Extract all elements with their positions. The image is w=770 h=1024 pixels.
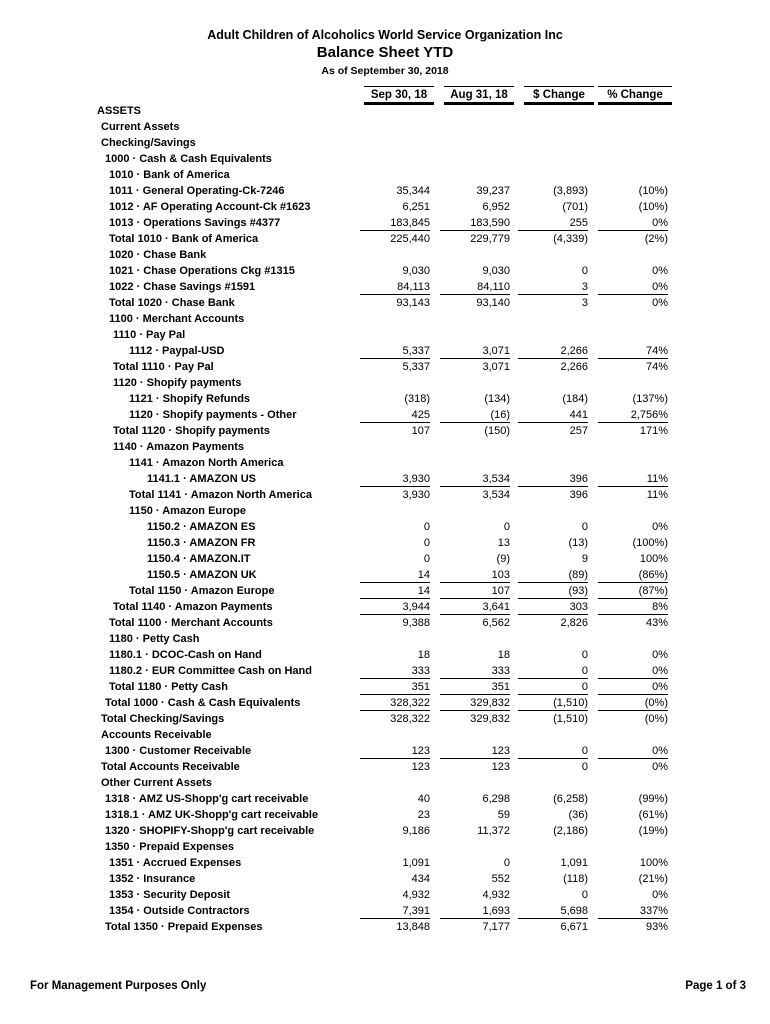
row-label: Total 1010 · Bank of America	[109, 233, 259, 245]
table-row	[0, 391, 770, 407]
table-row	[0, 407, 770, 423]
table-row	[0, 887, 770, 903]
value-percent-change: 74%	[598, 344, 668, 359]
value-aug31: 39,237	[476, 185, 510, 197]
value-dollar-change: 0	[581, 889, 588, 901]
row-label: 1010 · Bank of America	[109, 169, 230, 181]
column-header-sep30: Sep 30, 18	[364, 88, 434, 104]
column-header-dollar-change: $ Change	[524, 88, 594, 104]
section-heading-row	[0, 775, 770, 791]
table-row	[0, 599, 770, 615]
row-label: Total 1110 · Pay Pal	[113, 361, 214, 373]
value-aug31: 4,932	[482, 889, 510, 901]
value-percent-change: 43%	[645, 617, 668, 629]
value-percent-change: (137%)	[632, 393, 668, 405]
value-aug31: 329,832	[470, 713, 510, 725]
row-label: Checking/Savings	[101, 137, 196, 149]
value-dollar-change: (6,258)	[553, 793, 588, 805]
value-percent-change: (61%)	[638, 809, 668, 821]
value-dollar-change: 0	[518, 664, 588, 679]
value-aug31: 552	[491, 873, 510, 885]
row-label: Current Assets	[101, 121, 180, 133]
value-aug31: 1,693	[440, 904, 510, 919]
value-sep30: 13,848	[396, 921, 430, 933]
value-percent-change: 0%	[652, 297, 668, 309]
row-label: 1100 · Merchant Accounts	[109, 313, 245, 325]
value-aug31: 6,952	[482, 201, 510, 213]
row-label: Accounts Receivable	[101, 729, 212, 741]
table-row	[0, 919, 770, 935]
value-dollar-change: 0	[581, 521, 588, 533]
value-percent-change: 0%	[652, 761, 668, 773]
section-heading-row	[0, 247, 770, 263]
table-row	[0, 343, 770, 359]
value-sep30: 107	[411, 425, 430, 437]
section-heading-row	[0, 375, 770, 391]
table-row	[0, 823, 770, 839]
row-label: 1150.2 · AMAZON ES	[147, 521, 256, 533]
value-percent-change: 0%	[652, 265, 668, 277]
value-percent-change: (87%)	[598, 584, 668, 599]
row-label: Total 1140 · Amazon Payments	[113, 601, 273, 613]
table-row	[0, 807, 770, 823]
value-sep30: 4,932	[402, 889, 430, 901]
value-percent-change: (86%)	[598, 568, 668, 583]
value-dollar-change: 3	[518, 280, 588, 295]
value-sep30: 0	[423, 537, 430, 549]
table-row	[0, 263, 770, 279]
section-heading-row	[0, 151, 770, 167]
value-sep30: 84,113	[360, 280, 430, 295]
value-aug31: 333	[440, 664, 510, 679]
row-label: 1350 · Prepaid Expenses	[105, 841, 235, 853]
row-label: Total 1141 · Amazon North America	[129, 489, 312, 501]
section-heading-row	[0, 311, 770, 327]
row-label: 1300 · Customer Receivable	[105, 745, 252, 757]
value-aug31: 103	[440, 568, 510, 583]
row-label: 1351 · Accrued Expenses	[109, 857, 242, 869]
value-dollar-change: (89)	[518, 568, 588, 583]
value-sep30: 35,344	[396, 185, 430, 197]
value-aug31: 13	[497, 537, 510, 549]
table-row	[0, 295, 770, 311]
value-aug31: 6,298	[482, 793, 510, 805]
value-percent-change: (2%)	[644, 233, 668, 245]
row-label: 1354 · Outside Contractors	[109, 905, 250, 917]
row-label: 1318.1 · AMZ UK-Shopp'g cart receivable	[105, 809, 319, 821]
table-row	[0, 695, 770, 711]
value-sep30: 9,186	[402, 825, 430, 837]
row-label: 1021 · Chase Operations Ckg #1315	[109, 265, 295, 277]
value-sep30: 123	[411, 761, 430, 773]
value-sep30: 333	[360, 664, 430, 679]
value-sep30: 123	[360, 744, 430, 759]
value-dollar-change: (701)	[562, 201, 588, 213]
section-heading-row	[0, 167, 770, 183]
page-number: Page 1 of 3	[685, 980, 746, 992]
value-dollar-change: 1,091	[560, 857, 588, 869]
value-sep30: 9,388	[402, 617, 430, 629]
row-label: Total 1120 · Shopify payments	[113, 425, 270, 437]
row-label: 1012 · AF Operating Account-Ck #1623	[109, 201, 311, 213]
value-dollar-change: 5,698	[518, 904, 588, 919]
section-heading-row	[0, 119, 770, 135]
value-aug31: 3,641	[440, 600, 510, 615]
section-heading-row	[0, 439, 770, 455]
row-label: Total Checking/Savings	[101, 713, 225, 725]
table-row	[0, 583, 770, 599]
value-dollar-change: 396	[569, 489, 588, 501]
value-aug31: 18	[497, 649, 510, 661]
value-percent-change: (0%)	[598, 696, 668, 711]
table-row	[0, 615, 770, 631]
value-percent-change: 0%	[598, 280, 668, 295]
row-label: 1120 · Shopify payments - Other	[129, 409, 297, 421]
organization-name: Adult Children of Alcoholics World Service Organization Inc	[207, 28, 563, 42]
row-label: Total 1100 · Merchant Accounts	[109, 617, 273, 629]
value-percent-change: 0%	[598, 744, 668, 759]
row-label: 1140 · Amazon Payments	[113, 441, 245, 453]
row-label: 1353 · Security Deposit	[109, 889, 231, 901]
row-label: Total 1020 · Chase Bank	[109, 297, 235, 309]
row-label: 1352 · Insurance	[109, 873, 196, 885]
row-label: 1110 · Pay Pal	[113, 329, 186, 341]
table-row	[0, 535, 770, 551]
value-dollar-change: 0	[581, 649, 588, 661]
value-aug31: 3,534	[440, 472, 510, 487]
value-dollar-change: (4,339)	[553, 233, 588, 245]
table-row	[0, 791, 770, 807]
value-aug31: 3,071	[440, 344, 510, 359]
value-percent-change: 0%	[598, 216, 668, 231]
row-label: 1320 · SHOPIFY-Shopp'g cart receivable	[105, 825, 315, 837]
value-aug31: 329,832	[440, 696, 510, 711]
value-sep30: 9,030	[402, 265, 430, 277]
value-sep30: 7,391	[360, 904, 430, 919]
value-aug31: 183,590	[440, 216, 510, 231]
value-percent-change: 0%	[652, 889, 668, 901]
value-sep30: 14	[360, 568, 430, 583]
row-label: Total Accounts Receivable	[101, 761, 240, 773]
value-aug31: (16)	[440, 408, 510, 423]
value-aug31: 229,779	[470, 233, 510, 245]
value-sep30: 328,322	[390, 713, 430, 725]
column-header-aug31: Aug 31, 18	[444, 88, 514, 104]
value-aug31: 3,534	[482, 489, 510, 501]
value-aug31: 107	[440, 584, 510, 599]
value-percent-change: 0%	[652, 649, 668, 661]
section-heading-row	[0, 103, 770, 119]
value-percent-change: 0%	[652, 521, 668, 533]
value-dollar-change: 441	[518, 408, 588, 423]
table-row	[0, 663, 770, 679]
value-aug31: 0	[503, 857, 510, 869]
row-label: 1150.4 · AMAZON.IT	[147, 553, 251, 565]
value-sep30: 351	[360, 680, 430, 695]
row-label: 1318 · AMZ US-Shopp'g cart receivable	[105, 793, 309, 805]
row-label: Total 1000 · Cash & Cash Equivalents	[105, 697, 301, 709]
value-percent-change: 74%	[645, 361, 668, 373]
value-dollar-change: (93)	[518, 584, 588, 599]
value-sep30: 434	[411, 873, 430, 885]
value-dollar-change: 0	[581, 761, 588, 773]
report-date: As of September 30, 2018	[321, 65, 449, 77]
table-row	[0, 679, 770, 695]
row-label: 1180.1 · DCOC-Cash on Hand	[109, 649, 262, 661]
value-sep30: 5,337	[360, 344, 430, 359]
value-dollar-change: (13)	[568, 537, 588, 549]
value-sep30: 1,091	[402, 857, 430, 869]
value-dollar-change: (36)	[568, 809, 588, 821]
value-aug31: 84,110	[440, 280, 510, 295]
value-sep30: 23	[417, 809, 430, 821]
value-percent-change: 100%	[639, 857, 668, 869]
table-row	[0, 231, 770, 247]
table-row	[0, 359, 770, 375]
table-row	[0, 487, 770, 503]
value-aug31: 6,562	[482, 617, 510, 629]
balance-sheet-table	[0, 103, 770, 935]
row-label: Total 1150 · Amazon Europe	[129, 585, 275, 597]
value-sep30: 6,251	[402, 201, 430, 213]
value-dollar-change: 0	[518, 744, 588, 759]
section-heading-row	[0, 135, 770, 151]
value-sep30: 3,944	[360, 600, 430, 615]
value-percent-change: 2,756%	[598, 408, 668, 423]
row-label: 1020 · Chase Bank	[109, 249, 207, 261]
value-percent-change: (10%)	[638, 185, 668, 197]
row-label: 1000 · Cash & Cash Equivalents	[105, 153, 272, 165]
section-heading-row	[0, 839, 770, 855]
row-label: 1150.5 · AMAZON UK	[147, 569, 257, 581]
row-label: 1150 · Amazon Europe	[129, 505, 246, 517]
table-row	[0, 855, 770, 871]
value-sep30: 225,440	[390, 233, 430, 245]
value-dollar-change: (1,510)	[518, 696, 588, 711]
row-label: 1180.2 · EUR Committee Cash on Hand	[109, 665, 312, 677]
row-label: 1141 · Amazon North America	[129, 457, 284, 469]
value-dollar-change: 255	[518, 216, 588, 231]
section-heading-row	[0, 455, 770, 471]
value-percent-change: (100%)	[632, 537, 668, 549]
value-dollar-change: (118)	[563, 873, 588, 885]
row-label: 1112 · Paypal-USD	[129, 345, 225, 357]
row-label: 1180 · Petty Cash	[109, 633, 200, 645]
value-aug31: (9)	[496, 553, 510, 565]
value-percent-change: 93%	[645, 921, 668, 933]
value-aug31: 3,071	[482, 361, 510, 373]
value-dollar-change: 2,266	[560, 361, 588, 373]
value-sep30: 18	[417, 649, 430, 661]
table-row	[0, 551, 770, 567]
row-label: 1120 · Shopify payments	[113, 377, 242, 389]
value-dollar-change: 0	[581, 265, 588, 277]
value-dollar-change: (2,186)	[553, 825, 588, 837]
value-dollar-change: 2,266	[518, 344, 588, 359]
value-dollar-change: 2,826	[560, 617, 588, 629]
value-dollar-change: 396	[518, 472, 588, 487]
report-title: Balance Sheet YTD	[316, 44, 454, 61]
value-sep30: 93,143	[396, 297, 430, 309]
row-label: 1013 · Operations Savings #4377	[109, 217, 281, 229]
value-percent-change: (10%)	[638, 201, 668, 213]
value-sep30: 3,930	[402, 489, 430, 501]
table-row	[0, 711, 770, 727]
value-sep30: 14	[360, 584, 430, 599]
value-sep30: 5,337	[402, 361, 430, 373]
value-sep30: 40	[417, 793, 430, 805]
section-heading-row	[0, 503, 770, 519]
row-label: 1150.3 · AMAZON FR	[147, 537, 256, 549]
value-sep30: 0	[423, 553, 430, 565]
value-sep30: 183,845	[360, 216, 430, 231]
value-dollar-change: 6,671	[560, 921, 588, 933]
value-sep30: 0	[423, 521, 430, 533]
value-dollar-change: (3,893)	[553, 185, 588, 197]
section-heading-row	[0, 727, 770, 743]
value-percent-change: (21%)	[638, 873, 668, 885]
value-sep30: (318)	[404, 393, 430, 405]
table-row	[0, 903, 770, 919]
row-label: ASSETS	[97, 105, 142, 117]
table-row	[0, 183, 770, 199]
value-aug31: (150)	[484, 425, 510, 437]
column-header-percent-change: % Change	[598, 88, 672, 104]
value-percent-change: 337%	[598, 904, 668, 919]
footer-note: For Management Purposes Only	[30, 980, 207, 992]
table-row	[0, 215, 770, 231]
row-label: Total 1350 · Prepaid Expenses	[105, 921, 263, 933]
table-row	[0, 471, 770, 487]
table-row	[0, 519, 770, 535]
row-label: 1011 · General Operating-Ck-7246	[109, 185, 285, 197]
value-percent-change: 8%	[598, 600, 668, 615]
row-label: 1121 · Shopify Refunds	[129, 393, 251, 405]
value-sep30: 425	[360, 408, 430, 423]
table-row	[0, 647, 770, 663]
value-percent-change: (0%)	[644, 713, 668, 725]
section-heading-row	[0, 327, 770, 343]
value-dollar-change: 257	[569, 425, 588, 437]
value-percent-change: (19%)	[638, 825, 668, 837]
value-aug31: 123	[440, 744, 510, 759]
value-dollar-change: (1,510)	[553, 713, 588, 725]
table-row	[0, 423, 770, 439]
value-dollar-change: 9	[581, 553, 588, 565]
table-row	[0, 759, 770, 775]
value-aug31: 123	[491, 761, 510, 773]
value-aug31: 351	[440, 680, 510, 695]
table-row	[0, 199, 770, 215]
value-dollar-change: 3	[581, 297, 588, 309]
value-aug31: 59	[497, 809, 510, 821]
value-aug31: (134)	[484, 393, 510, 405]
table-row	[0, 871, 770, 887]
row-label: Other Current Assets	[101, 777, 212, 789]
table-row	[0, 279, 770, 295]
row-label: 1141.1 · AMAZON US	[147, 473, 257, 485]
value-aug31: 93,140	[476, 297, 510, 309]
table-row	[0, 743, 770, 759]
value-dollar-change: (184)	[562, 393, 588, 405]
value-percent-change: 100%	[639, 553, 668, 565]
value-sep30: 3,930	[360, 472, 430, 487]
table-row	[0, 567, 770, 583]
value-aug31: 7,177	[482, 921, 510, 933]
value-percent-change: 0%	[598, 664, 668, 679]
value-percent-change: 11%	[646, 489, 668, 501]
value-aug31: 11,372	[477, 825, 510, 837]
value-aug31: 0	[503, 521, 510, 533]
value-sep30: 328,322	[360, 696, 430, 711]
value-percent-change: (99%)	[638, 793, 668, 805]
value-percent-change: 171%	[639, 425, 668, 437]
value-percent-change: 0%	[598, 680, 668, 695]
value-dollar-change: 303	[518, 600, 588, 615]
row-label: 1022 · Chase Savings #1591	[109, 281, 256, 293]
value-dollar-change: 0	[518, 680, 588, 695]
value-percent-change: 11%	[598, 472, 668, 487]
section-heading-row	[0, 631, 770, 647]
row-label: Total 1180 · Petty Cash	[109, 681, 229, 693]
value-aug31: 9,030	[482, 265, 510, 277]
